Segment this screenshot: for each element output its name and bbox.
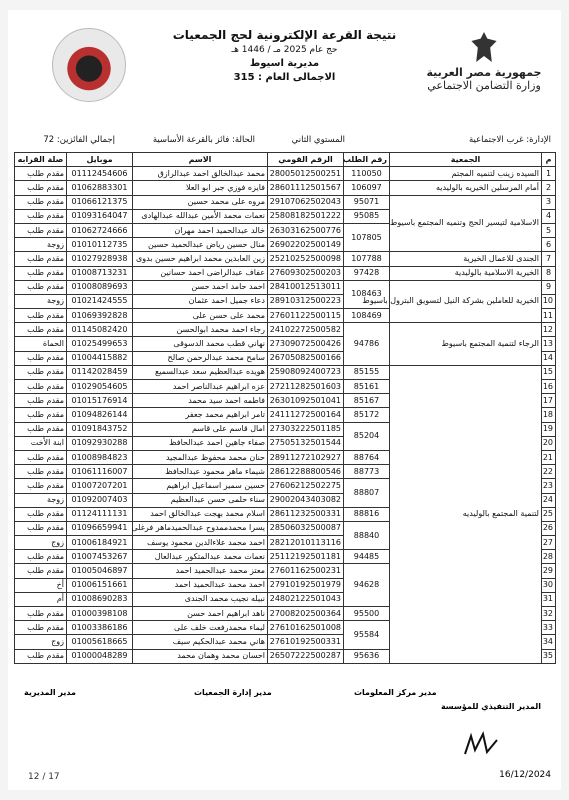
relation-cell: مقدم طلب <box>15 564 67 578</box>
request-code-cell: 85204 <box>344 422 390 450</box>
mobile-cell: 01015176914 <box>67 394 133 408</box>
national-id-cell: 27303222501185 <box>268 422 344 436</box>
request-code-cell: 88773 <box>344 465 390 479</box>
row-number: 25 <box>542 507 556 521</box>
info-bar <box>14 134 555 148</box>
request-code-cell: 88764 <box>344 450 390 464</box>
request-code-cell: 95636 <box>344 649 390 663</box>
national-id-cell: 25210252500098 <box>268 252 344 266</box>
relation-cell: مقدم طلب <box>15 209 67 223</box>
row-number: 14 <box>542 351 556 365</box>
row-number: 8 <box>542 266 556 280</box>
header <box>8 10 561 128</box>
name-cell: يسرا محمدممدوح عبدالحميدماهر فرغلى <box>133 521 268 535</box>
row-number: 10 <box>542 294 556 308</box>
mobile-cell: 01008713231 <box>67 266 133 280</box>
relation-cell: زوج <box>15 536 67 550</box>
row-number: 28 <box>542 550 556 564</box>
col-relation: صلة القرابه <box>15 153 67 167</box>
relation-cell: مقدم طلب <box>15 323 67 337</box>
request-code-cell: 94786 <box>344 323 390 366</box>
national-id-cell: 28911272102927 <box>268 450 344 464</box>
table-row <box>15 280 556 294</box>
association-cell: الخيرية الاسلامية بالوليدية <box>390 266 542 280</box>
request-code-cell: 95085 <box>344 209 390 223</box>
relation-cell: مقدم طلب <box>15 507 67 521</box>
request-code-cell: 85161 <box>344 380 390 394</box>
ceo-label: المدير التنفيذي للمؤسسة <box>440 702 541 711</box>
name-cell: معتز محمد عبدالحميد احمد <box>133 564 268 578</box>
relation-cell: مقدم طلب <box>15 266 67 280</box>
national-id-cell: 27606212502275 <box>268 479 344 493</box>
relation-cell: مقدم طلب <box>15 309 67 323</box>
national-id-cell: 26902202500149 <box>268 238 344 252</box>
national-id-cell: 28410012513011 <box>268 280 344 294</box>
row-number: 27 <box>542 536 556 550</box>
table-row <box>15 266 556 280</box>
row-number: 33 <box>542 621 556 635</box>
name-cell: عزه ابراهيم عبدالناصر احمد <box>133 380 268 394</box>
mobile-cell: 01062724666 <box>67 223 133 237</box>
ministry-line1: جمهورية مصر العربية <box>426 66 542 79</box>
row-number: 4 <box>542 209 556 223</box>
mobile-cell: 01025499653 <box>67 337 133 351</box>
row-number: 15 <box>542 365 556 379</box>
national-id-cell: 27008202500364 <box>268 607 344 621</box>
request-code-cell: 97428 <box>344 266 390 280</box>
relation-cell: مقدم طلب <box>15 422 67 436</box>
request-code-cell: 85172 <box>344 408 390 422</box>
request-code-cell: 88840 <box>344 521 390 549</box>
page-number: 12 / 17 <box>28 772 60 782</box>
mobile-cell: 01021424555 <box>67 294 133 308</box>
mobile-cell: 01003386186 <box>67 621 133 635</box>
row-number: 13 <box>542 337 556 351</box>
mobile-cell: 01066121375 <box>67 195 133 209</box>
row-number: 18 <box>542 408 556 422</box>
mobile-cell: 01027928938 <box>67 252 133 266</box>
relation-cell: مقدم طلب <box>15 351 67 365</box>
mobile-cell: 01142028459 <box>67 365 133 379</box>
admin-label: الإدارة: غرب الاجتماعية <box>468 135 551 145</box>
relation-cell: مقدم طلب <box>15 479 67 493</box>
relation-cell: مقدم طلب <box>15 649 67 663</box>
name-cell: احسان محمد وهمان محمد <box>133 649 268 663</box>
col-nid: الرقم القومي <box>268 153 344 167</box>
relation-cell: مقدم طلب <box>15 394 67 408</box>
national-id-cell: 27910192501979 <box>268 578 344 592</box>
status-label: الحالة: فائز بالقرعة الأساسية <box>152 135 255 145</box>
table-row <box>15 167 556 181</box>
name-cell: عفاف عبدالراضى احمد حسانين <box>133 266 268 280</box>
name-cell: ناهد ابراهيم احمد حسن <box>133 607 268 621</box>
table-row <box>15 252 556 266</box>
relation-cell: مقدم طلب <box>15 223 67 237</box>
row-number: 32 <box>542 607 556 621</box>
national-id-cell: 25808182501222 <box>268 209 344 223</box>
sig-directorate: مدير المديرية <box>24 688 76 697</box>
national-id-cell: 28612288800546 <box>268 465 344 479</box>
relation-cell: زوج <box>15 635 67 649</box>
name-cell: صفاء جاهين احمد عبدالحافظ <box>133 436 268 450</box>
name-cell: سامح محمد عبدالرحمن صالح <box>133 351 268 365</box>
table-row <box>15 195 556 209</box>
association-cell: السيده زينب لتنميه المجتم <box>390 167 542 181</box>
row-number: 24 <box>542 493 556 507</box>
row-number: 19 <box>542 422 556 436</box>
mobile-cell: 01007207201 <box>67 479 133 493</box>
national-id-cell: 26507222500287 <box>268 649 344 663</box>
row-number: 2 <box>542 181 556 195</box>
name-cell: دعاء جميل احمد عثمان <box>133 294 268 308</box>
request-code-cell: 107805 <box>344 223 390 251</box>
mobile-cell: 01092007403 <box>67 493 133 507</box>
request-code-cell: 106097 <box>344 181 390 195</box>
row-number: 7 <box>542 252 556 266</box>
mobile-cell: 01062883301 <box>67 181 133 195</box>
national-id-cell: 27601162500231 <box>268 564 344 578</box>
mobile-cell: 01092930288 <box>67 436 133 450</box>
name-cell: هويده عبدالعظيم سعد عبدالسميع <box>133 365 268 379</box>
page-title: نتيجة القرعة الإلكترونية لحج الجمعيات <box>172 28 397 42</box>
mobile-cell: 01000398108 <box>67 607 133 621</box>
national-id-cell: 28611232500331 <box>268 507 344 521</box>
request-code-cell: 108463 <box>344 280 390 308</box>
national-id-cell: 26303162500776 <box>268 223 344 237</box>
name-cell: ليماء محمدرفعت خلف على <box>133 621 268 635</box>
association-cell: الرجاء لتنمية المجتمع باسيوط <box>390 323 542 366</box>
national-id-cell: 26705082500166 <box>268 351 344 365</box>
relation-cell: مقدم طلب <box>15 181 67 195</box>
national-id-cell: 28212010113116 <box>268 536 344 550</box>
mobile-cell: 01091843752 <box>67 422 133 436</box>
request-code-cell: 95500 <box>344 607 390 621</box>
mobile-cell: 01093164047 <box>67 209 133 223</box>
row-number: 26 <box>542 521 556 535</box>
national-id-cell: 28005012500251 <box>268 167 344 181</box>
relation-cell: زوجة <box>15 238 67 252</box>
name-cell: مروه على محمد حسين <box>133 195 268 209</box>
relation-cell: مقدم طلب <box>15 252 67 266</box>
relation-cell: مقدم طلب <box>15 195 67 209</box>
relation-cell: أخ <box>15 578 67 592</box>
request-code-cell: 94485 <box>344 550 390 564</box>
relation-cell: مقدم طلب <box>15 550 67 564</box>
table-header-row <box>15 153 556 167</box>
directorate: مديرية اسيوط <box>249 58 320 69</box>
relation-cell: زوجة <box>15 294 67 308</box>
name-cell: منال حسين رياض عبدالحميد حسين <box>133 238 268 252</box>
national-id-cell: 27610192500331 <box>268 635 344 649</box>
name-cell: احمد محمد علاءالدين محمود يوسف <box>133 536 268 550</box>
row-number: 11 <box>542 309 556 323</box>
name-cell: خالد عبدالحميد احمد مهران <box>133 223 268 237</box>
kaaba-logo-icon <box>52 28 126 102</box>
ministry-line2: وزارة التضامن الاجتماعي <box>427 79 541 92</box>
mobile-cell: 01005618665 <box>67 635 133 649</box>
row-number: 30 <box>542 578 556 592</box>
name-cell: حنان محمد محفوظ عبدالمجيد <box>133 450 268 464</box>
row-number: 17 <box>542 394 556 408</box>
mobile-cell: 01008690283 <box>67 592 133 606</box>
name-cell: تامر ابراهيم محمد جعفر <box>133 408 268 422</box>
national-id-cell: 27309072500426 <box>268 337 344 351</box>
mobile-cell: 01008089693 <box>67 280 133 294</box>
relation-cell: مقدم طلب <box>15 465 67 479</box>
name-cell: رجاء احمد محمد ابوالحسن <box>133 323 268 337</box>
col-assoc: الجمعية <box>390 153 542 167</box>
col-name: الاسم <box>133 153 268 167</box>
national-id-cell: 24102272500582 <box>268 323 344 337</box>
mobile-cell: 01061116007 <box>67 465 133 479</box>
association-cell: أمام المرسلين الخيريه بالوليديه <box>390 181 542 195</box>
mobile-cell: 01145082420 <box>67 323 133 337</box>
relation-cell: الحماة <box>15 337 67 351</box>
mobile-cell: 01094826144 <box>67 408 133 422</box>
results-table <box>14 152 556 664</box>
relation-cell: مقدم طلب <box>15 521 67 535</box>
mobile-cell: 01069392828 <box>67 309 133 323</box>
sig-info-center: مدير مركز المعلومات <box>354 688 437 697</box>
table-row <box>15 323 556 337</box>
col-num: م <box>542 153 556 167</box>
relation-cell: مقدم طلب <box>15 280 67 294</box>
name-cell: هاني محمد عبدالحكيم سيف <box>133 635 268 649</box>
mobile-cell: 01007453267 <box>67 550 133 564</box>
document-sheet <box>8 10 561 790</box>
request-code-cell: 110050 <box>344 167 390 181</box>
row-number: 5 <box>542 223 556 237</box>
mobile-cell: 01112454606 <box>67 167 133 181</box>
row-number: 16 <box>542 380 556 394</box>
request-code-cell: 94628 <box>344 564 390 607</box>
name-cell: سناء حلمى حسن عبدالعظيم <box>133 493 268 507</box>
relation-cell: مقدم طلب <box>15 408 67 422</box>
national-id-cell: 29107062502043 <box>268 195 344 209</box>
name-cell: فايزه فوزي جبر ابو العلا <box>133 181 268 195</box>
row-number: 20 <box>542 436 556 450</box>
print-date: 16/12/2024 <box>499 770 551 780</box>
national-id-cell: 28506032500087 <box>268 521 344 535</box>
row-number: 3 <box>542 195 556 209</box>
request-code-cell: 95584 <box>344 621 390 649</box>
request-code-cell: 95071 <box>344 195 390 209</box>
request-code-cell: 108469 <box>344 309 390 323</box>
association-cell: الاسلامية لتيسير الحج وتنميه المجتمع باسيوط <box>390 195 542 252</box>
name-cell: نعمات محمد الأمين عبدالله عبدالهادى <box>133 209 268 223</box>
row-number: 9 <box>542 280 556 294</box>
relation-cell: أم <box>15 592 67 606</box>
relation-cell: مقدم طلب <box>15 450 67 464</box>
national-id-cell: 27505132501544 <box>268 436 344 450</box>
relation-cell: مقدم طلب <box>15 365 67 379</box>
page-subtitle: حج عام 2025 مـ / 1446 هـ <box>231 45 338 55</box>
request-code-cell: 85155 <box>344 365 390 379</box>
request-code-cell: 85167 <box>344 394 390 408</box>
table-row <box>15 181 556 195</box>
name-cell: احمد محمد عبدالحميد احمد <box>133 578 268 592</box>
name-cell: محمد على حسن على <box>133 309 268 323</box>
national-id-cell: 27610162501008 <box>268 621 344 635</box>
association-cell: لتنمية المجتمع بالوليديه <box>390 365 542 663</box>
national-id-cell: 29002043403082 <box>268 493 344 507</box>
name-cell: اسلام محمد بهجت عبدالخالق احمد <box>133 507 268 521</box>
table-row <box>15 365 556 379</box>
mobile-cell: 01006151661 <box>67 578 133 592</box>
sig-associations: مدير إدارة الجمعيات <box>194 688 272 697</box>
mobile-cell: 01005046897 <box>67 564 133 578</box>
relation-cell: ابنة الأخت <box>15 436 67 450</box>
name-cell: شيماء ماهر محمود عبدالحافظ <box>133 465 268 479</box>
national-id-cell: 24111272500164 <box>268 408 344 422</box>
row-number: 34 <box>542 635 556 649</box>
relation-cell: مقدم طلب <box>15 167 67 181</box>
name-cell: احمد حامد احمد حسن <box>133 280 268 294</box>
name-cell: فاطمه احمد سيد محمد <box>133 394 268 408</box>
national-id-cell: 27211282501603 <box>268 380 344 394</box>
col-mobile: موبايل <box>67 153 133 167</box>
total-count: الاجمالى العام : 315 <box>233 72 336 83</box>
row-number: 31 <box>542 592 556 606</box>
association-cell: الجندى للاعمال الخيرية <box>390 252 542 266</box>
name-cell: نهاني قطب محمد الدسوقى <box>133 337 268 351</box>
national-id-cell: 28601112501567 <box>268 181 344 195</box>
mobile-cell: 01004415882 <box>67 351 133 365</box>
row-number: 1 <box>542 167 556 181</box>
mobile-cell: 01124111131 <box>67 507 133 521</box>
name-cell: امال قاسم على قاسم <box>133 422 268 436</box>
relation-cell: مقدم طلب <box>15 380 67 394</box>
name-cell: زين العابدين محمد ابراهيم حسين بدوى <box>133 252 268 266</box>
row-number: 6 <box>542 238 556 252</box>
national-id-cell: 28910312500223 <box>268 294 344 308</box>
row-number: 22 <box>542 465 556 479</box>
name-cell: نبيله نجيب محمد الجندى <box>133 592 268 606</box>
association-cell: الخيرية للعاملين بشركة النيل لتسويق البترول باسيوط <box>390 280 542 323</box>
request-code-cell: 88807 <box>344 479 390 507</box>
mobile-cell: 01010112735 <box>67 238 133 252</box>
national-id-cell: 25112192501181 <box>268 550 344 564</box>
national-id-cell: 27609302500203 <box>268 266 344 280</box>
name-cell: حسين سمير اسماعيل ابراهيم <box>133 479 268 493</box>
mobile-cell: 01008984823 <box>67 450 133 464</box>
row-number: 35 <box>542 649 556 663</box>
level-label: المستوي الثاني <box>291 135 345 145</box>
row-number: 21 <box>542 450 556 464</box>
national-id-cell: 24802122501043 <box>268 592 344 606</box>
mobile-cell: 01006184921 <box>67 536 133 550</box>
mobile-cell: 01029054605 <box>67 380 133 394</box>
national-id-cell: 26301092501041 <box>268 394 344 408</box>
request-code-cell: 88816 <box>344 507 390 521</box>
national-id-cell: 25908092400723 <box>268 365 344 379</box>
winners-label: إجمالي الفائزين: 72 <box>43 135 115 145</box>
national-id-cell: 27601122500115 <box>268 309 344 323</box>
relation-cell: مقدم طلب <box>15 621 67 635</box>
row-number: 23 <box>542 479 556 493</box>
relation-cell: مقدم طلب <box>15 607 67 621</box>
row-number: 29 <box>542 564 556 578</box>
relation-cell: زوجة <box>15 493 67 507</box>
mobile-cell: 01096659941 <box>67 521 133 535</box>
request-code-cell: 107788 <box>344 252 390 266</box>
name-cell: نعمات محمد عبدالمتكور عبدالعال <box>133 550 268 564</box>
col-code: رقم الطلب <box>344 153 390 167</box>
name-cell: محمد عبدالخالق احمد عبدالرازق <box>133 167 268 181</box>
signature-mark <box>461 730 501 760</box>
row-number: 12 <box>542 323 556 337</box>
mobile-cell: 01000048289 <box>67 649 133 663</box>
